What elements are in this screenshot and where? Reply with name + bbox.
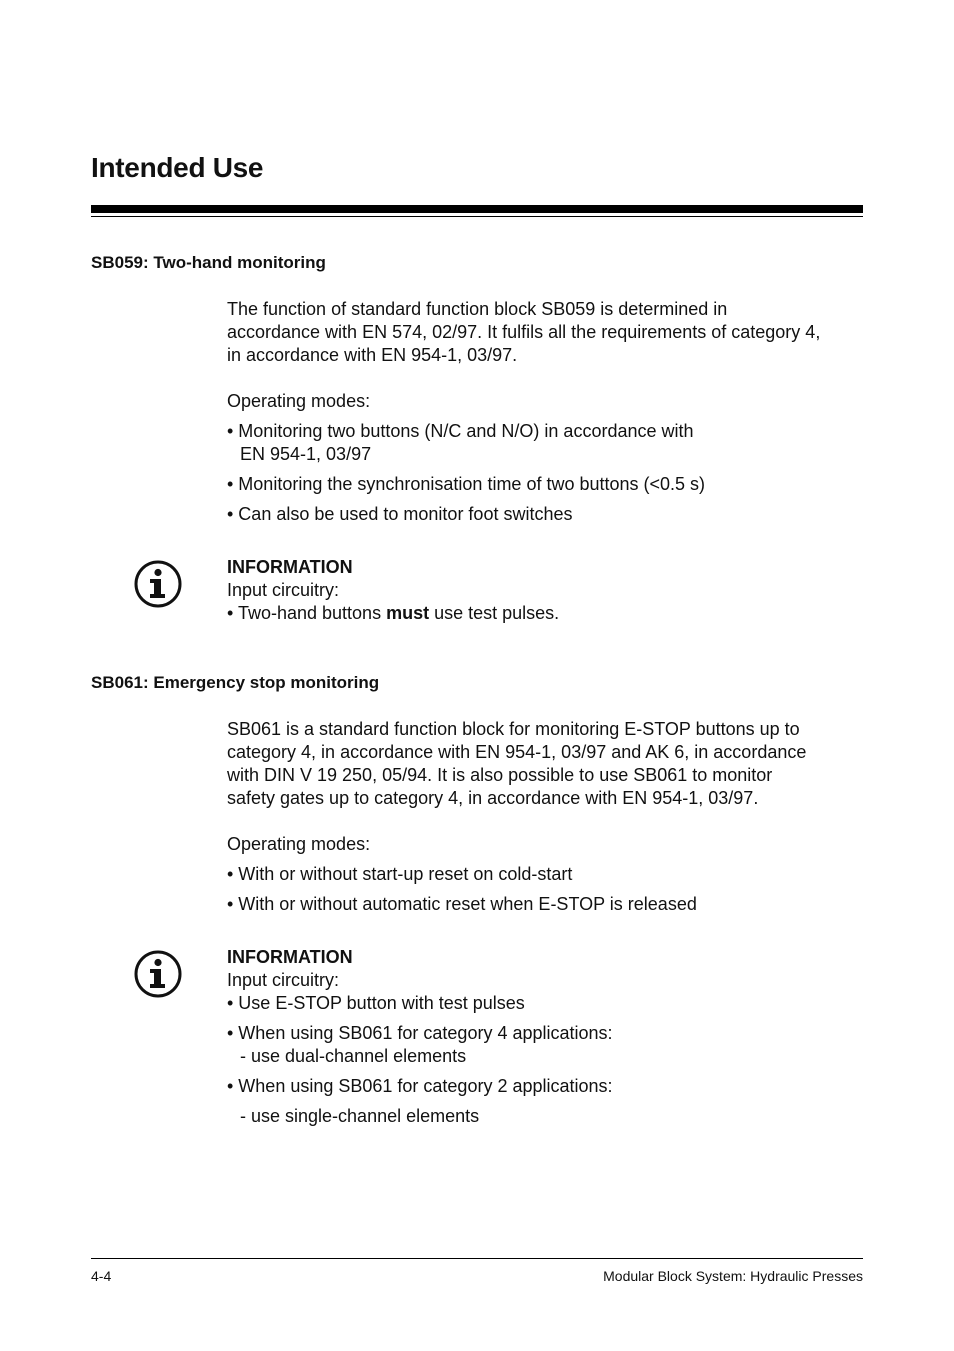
list-item-continuation: EN 954-1, 03/97 xyxy=(240,444,372,464)
intro-line: in accordance with EN 954-1, 03/97. xyxy=(227,345,518,365)
info-list-item: • When using SB061 for category 2 applications: xyxy=(227,1076,613,1096)
info-box-sb059 xyxy=(227,556,867,625)
operating-modes-label: Operating modes: xyxy=(227,834,371,854)
list-item: • With or without start-up reset on cold-start xyxy=(227,864,573,884)
intro-line: SB061 is a standard function block for monitoring E-STOP buttons up to xyxy=(227,719,800,739)
section-heading-sb059: SB059: Two-hand monitoring xyxy=(91,253,326,272)
section-heading-sb061: SB061: Emergency stop monitoring xyxy=(91,673,380,692)
info-list-item-continuation: - use dual-channel elements xyxy=(240,1046,467,1066)
operating-modes-label: Operating modes: xyxy=(227,391,371,411)
info-box-sb061 xyxy=(227,946,867,1128)
title-rule-thick xyxy=(91,205,863,213)
footer-document-title: Modular Block System: Hydraulic Presses xyxy=(603,1268,863,1284)
intro-line: The function of standard function block SB059 is determined in xyxy=(227,299,728,319)
info-label: INFORMATION xyxy=(227,947,353,967)
list-item: • Monitoring two buttons (N/C and N/O) in accordance with xyxy=(227,421,694,441)
title-rule-thin xyxy=(91,216,863,217)
intro-line: safety gates up to category 4, in accordance with EN 954-1, 03/97. xyxy=(227,788,759,808)
info-emphasis: must xyxy=(386,603,430,623)
list-item: • Can also be used to monitor foot switches xyxy=(227,504,573,524)
section-sb059-body xyxy=(227,298,867,526)
section-sb061-body xyxy=(227,718,867,916)
intro-line: category 4, in accordance with EN 954-1, 03/97 and AK 6, in accordance xyxy=(227,742,807,762)
info-text: • Two-hand buttons xyxy=(227,603,387,623)
page-title: Intended Use xyxy=(91,152,264,183)
footer-rule xyxy=(91,1258,863,1259)
info-list-item: • When using SB061 for category 4 applications: xyxy=(227,1023,613,1043)
intro-line: with DIN V 19 250, 05/94. It is also possible to use SB061 to monitor xyxy=(227,765,773,785)
info-list-item: • Use E-STOP button with test pulses xyxy=(227,993,525,1013)
footer-page-number: 4-4 xyxy=(91,1268,112,1284)
information-icon xyxy=(133,559,183,609)
info-text: use test pulses. xyxy=(429,603,560,623)
info-list-item xyxy=(227,602,867,625)
list-item: • With or without automatic reset when E-STOP is released xyxy=(227,894,697,914)
intro-line: accordance with EN 574, 02/97. It fulfils all the requirements of category 4, xyxy=(227,322,821,342)
information-icon xyxy=(133,949,183,999)
info-label: INFORMATION xyxy=(227,557,353,577)
info-subtitle: Input circuitry: xyxy=(227,970,340,990)
list-item: • Monitoring the synchronisation time of two buttons (<0.5 s) xyxy=(227,474,706,494)
info-subtitle: Input circuitry: xyxy=(227,580,340,600)
info-list-item-continuation: - use single-channel elements xyxy=(240,1106,480,1126)
